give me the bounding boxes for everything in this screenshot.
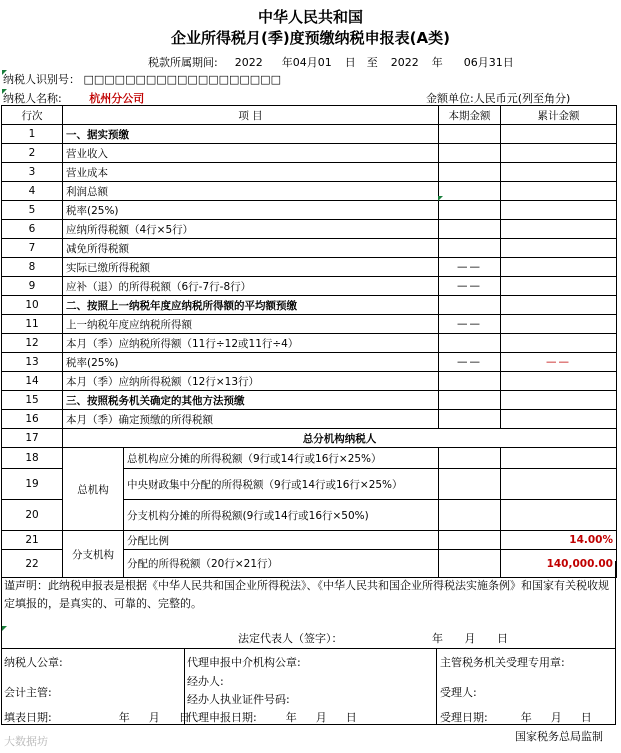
header-item: 项 目	[63, 106, 439, 125]
taxpayer-id-row	[3, 71, 281, 87]
period-start-md: 年04月01	[281, 56, 332, 69]
line-no: 18	[2, 448, 63, 469]
declaration-table	[1, 105, 617, 578]
cumulative-amount-cell[interactable]	[501, 239, 617, 258]
item-label: 分配的所得税额（20行×21行）	[124, 550, 439, 578]
sign-day: 日	[497, 632, 508, 645]
receive-date-row	[440, 709, 592, 725]
taxpayer-seal-label: 纳税人公章:	[4, 656, 63, 669]
agency-seal-label: 代理申报中介机构公章:	[187, 656, 301, 669]
header-cumulative-amount: 累计金额	[501, 106, 617, 125]
period-day: 日	[344, 56, 356, 69]
taxpayer-name-row	[3, 90, 144, 106]
form-title: 企业所得税月(季)度预缴纳税申报表(A类)	[170, 29, 451, 47]
fill-day: 日	[178, 711, 190, 724]
table-row	[2, 144, 617, 163]
supervisor-note: 国家税务总局监制	[515, 730, 603, 743]
cell-marker-icon	[2, 626, 7, 631]
line-no: 20	[2, 500, 63, 531]
item-label: 税率(25%)	[63, 353, 439, 372]
cumulative-amount-cell[interactable]	[501, 372, 617, 391]
line-no: 8	[2, 258, 63, 277]
section-heading: 一、据实预缴	[63, 125, 439, 144]
line-no: 2	[2, 144, 63, 163]
table-row	[2, 258, 617, 277]
cumulative-amount-cell[interactable]	[501, 448, 617, 469]
line-no: 4	[2, 182, 63, 201]
item-label: 本月（季）确定预缴的所得税额	[63, 410, 439, 429]
table-row	[2, 410, 617, 429]
table-row	[2, 391, 617, 410]
section-heading: 总分机构纳税人	[63, 429, 617, 448]
group-head-office: 总机构	[63, 448, 124, 531]
item-label: 减免所得税额	[63, 239, 439, 258]
header-line-no: 行次	[2, 106, 63, 125]
current-amount-cell[interactable]	[439, 391, 501, 410]
receive-month: 月	[550, 711, 562, 724]
agency-day: 日	[345, 711, 357, 724]
legal-representative-row	[238, 630, 526, 646]
current-amount-cell[interactable]	[439, 550, 501, 578]
current-amount-cell[interactable]	[439, 296, 501, 315]
period-end-md: 06月31日	[463, 56, 514, 69]
taxpayer-name-label: 纳税人名称:	[3, 92, 62, 105]
fill-date-label: 填表日期:	[4, 711, 52, 724]
item-label: 实际已缴所得税额	[63, 258, 439, 277]
agency-date-label: 代理申报日期:	[187, 711, 257, 724]
cumulative-amount-cell[interactable]	[501, 410, 617, 429]
table-row	[2, 353, 617, 372]
fill-year: 年	[118, 711, 130, 724]
item-label: 中央财政集中分配的所得税额（9行或14行或16行×25%）	[124, 469, 439, 500]
line-no: 9	[2, 277, 63, 296]
fill-month: 月	[148, 711, 160, 724]
agency-year: 年	[285, 711, 297, 724]
item-label: 营业收入	[63, 144, 439, 163]
line-no: 3	[2, 163, 63, 182]
cumulative-amount-cell[interactable]	[501, 125, 617, 144]
table-row	[2, 182, 617, 201]
sign-year: 年	[432, 632, 443, 645]
line-no: 19	[2, 469, 63, 500]
line-no: 21	[2, 531, 63, 550]
cumulative-amount-cell[interactable]	[501, 334, 617, 353]
table-row	[2, 163, 617, 182]
cell-marker-icon	[2, 89, 7, 94]
line-no: 6	[2, 220, 63, 239]
line-no: 22	[2, 550, 63, 578]
current-amount-cell[interactable]	[439, 220, 501, 239]
current-amount-dash: ——	[439, 353, 501, 372]
authority-seal-label: 主管税务机关受理专用章:	[440, 656, 565, 669]
allocation-ratio-value[interactable]: 14.00%	[501, 531, 617, 550]
agency-date-row	[187, 709, 357, 725]
taxpayer-id-boxes: □□□□□□□□□□□□□□□□□□□	[83, 73, 281, 86]
line-no: 10	[2, 296, 63, 315]
fill-date-row	[4, 709, 190, 725]
cumulative-amount-cell[interactable]	[501, 469, 617, 500]
item-label: 应补（退）的所得税额（6行-7行-8行）	[63, 277, 439, 296]
current-amount-cell[interactable]	[439, 182, 501, 201]
agency-month: 月	[315, 711, 327, 724]
period-to: 至	[366, 56, 378, 69]
item-label: 税率(25%)	[63, 201, 439, 220]
line-no: 5	[2, 201, 63, 220]
item-label: 分配比例	[124, 531, 439, 550]
taxpayer-name: 杭州分公司	[89, 92, 145, 105]
cumulative-amount-cell[interactable]	[501, 391, 617, 410]
table-row	[2, 125, 617, 144]
current-amount-cell[interactable]	[439, 469, 501, 500]
table-row	[2, 315, 617, 334]
current-amount-cell[interactable]	[439, 448, 501, 469]
item-label: 本月（季）应纳税所得额（11行÷12或11行÷4）	[63, 334, 439, 353]
taxpayer-id-label: 纳税人识别号：	[3, 73, 80, 86]
receive-year: 年	[520, 711, 532, 724]
group-branch: 分支机构	[63, 531, 124, 578]
accountant-label: 会计主管:	[4, 686, 52, 699]
table-row	[2, 296, 617, 315]
current-amount-dash: ——	[439, 315, 501, 334]
table-row	[2, 531, 617, 550]
line-no: 1	[2, 125, 63, 144]
cumulative-amount-cell[interactable]	[501, 296, 617, 315]
current-amount-cell[interactable]	[439, 144, 501, 163]
table-row	[2, 429, 617, 448]
current-amount-cell[interactable]	[439, 163, 501, 182]
tax-period	[148, 54, 514, 70]
line-no: 15	[2, 391, 63, 410]
legal-rep-label: 法定代表人（签字）：	[238, 632, 343, 645]
cumulative-amount-cell[interactable]	[501, 315, 617, 334]
section-heading: 三、按照税务机关确定的其他方法预缴	[63, 391, 439, 410]
declaration-text: 谨声明：此纳税申报表是根据《中华人民共和国企业所得税法》、《中华人民共和国企业所得税法实施条例》和国家有关税收规定填报的，是真实的、可靠的、完整的。	[4, 579, 609, 610]
header-current-amount: 本期金额	[439, 106, 501, 125]
line-no: 17	[2, 429, 63, 448]
table-row	[2, 201, 617, 220]
cumulative-amount-cell[interactable]	[501, 277, 617, 296]
line-no: 16	[2, 410, 63, 429]
current-amount-cell[interactable]	[439, 125, 501, 144]
item-label: 本月（季）应纳所得税额（12行×13行）	[63, 372, 439, 391]
line-no: 11	[2, 315, 63, 334]
line-no: 12	[2, 334, 63, 353]
handler-cert-label: 经办人执业证件号码:	[187, 693, 290, 706]
watermark: 大数据坊	[4, 735, 48, 748]
item-label: 总机构应分摊的所得税额（9行或14行或16行×25%）	[124, 448, 439, 469]
item-label: 应纳所得税额（4行×5行）	[63, 220, 439, 239]
currency-unit: 金额单位:人民币元(列至角分)	[426, 92, 571, 105]
item-label: 营业成本	[63, 163, 439, 182]
sign-month: 月	[464, 632, 476, 645]
item-label: 上一纳税年度应纳税所得额	[63, 315, 439, 334]
receive-day: 日	[580, 711, 592, 724]
line-no: 13	[2, 353, 63, 372]
cumulative-amount-cell[interactable]	[501, 220, 617, 239]
current-amount-dash: ——	[439, 258, 501, 277]
table-row	[2, 372, 617, 391]
cumulative-amount-cell[interactable]	[501, 144, 617, 163]
table-row	[2, 239, 617, 258]
current-amount-cell[interactable]	[439, 239, 501, 258]
period-end-year: 2022	[390, 56, 419, 69]
receive-date-label: 受理日期:	[440, 711, 488, 724]
cumulative-amount-cell[interactable]	[501, 258, 617, 277]
item-label: 分支机构分摊的所得税额(9行或14行或16行×50%)	[124, 500, 439, 531]
table-row	[2, 277, 617, 296]
current-amount-cell[interactable]	[439, 410, 501, 429]
current-amount-cell[interactable]	[439, 201, 501, 220]
section-heading: 二、按照上一纳税年度应纳税所得额的平均额预缴	[63, 296, 439, 315]
cumulative-amount-cell[interactable]	[501, 182, 617, 201]
cumulative-amount-cell[interactable]	[501, 500, 617, 531]
current-amount-dash: ——	[439, 277, 501, 296]
line-no: 7	[2, 239, 63, 258]
current-amount-cell[interactable]	[439, 334, 501, 353]
handler-label: 经办人:	[187, 675, 224, 688]
period-label: 税款所属期间:	[148, 56, 218, 69]
current-amount-cell[interactable]	[439, 372, 501, 391]
cumulative-amount-cell[interactable]	[501, 201, 617, 220]
current-amount-cell[interactable]	[439, 500, 501, 531]
item-label: 利润总额	[63, 182, 439, 201]
allocated-tax-value[interactable]: 140,000.00	[501, 550, 617, 578]
cumulative-amount-dash: ——	[501, 353, 617, 372]
cumulative-amount-cell[interactable]	[501, 163, 617, 182]
receiver-label: 受理人:	[440, 686, 477, 699]
cell-marker-icon	[438, 196, 443, 201]
period-start-year: 2022	[234, 56, 263, 69]
form-title-country: 中华人民共和国	[257, 8, 363, 26]
table-row	[2, 448, 617, 469]
table-row	[2, 334, 617, 353]
table-row	[2, 220, 617, 239]
line-no: 14	[2, 372, 63, 391]
current-amount-cell[interactable]	[439, 531, 501, 550]
cell-marker-icon	[2, 70, 7, 75]
period-year-char: 年	[431, 56, 443, 69]
